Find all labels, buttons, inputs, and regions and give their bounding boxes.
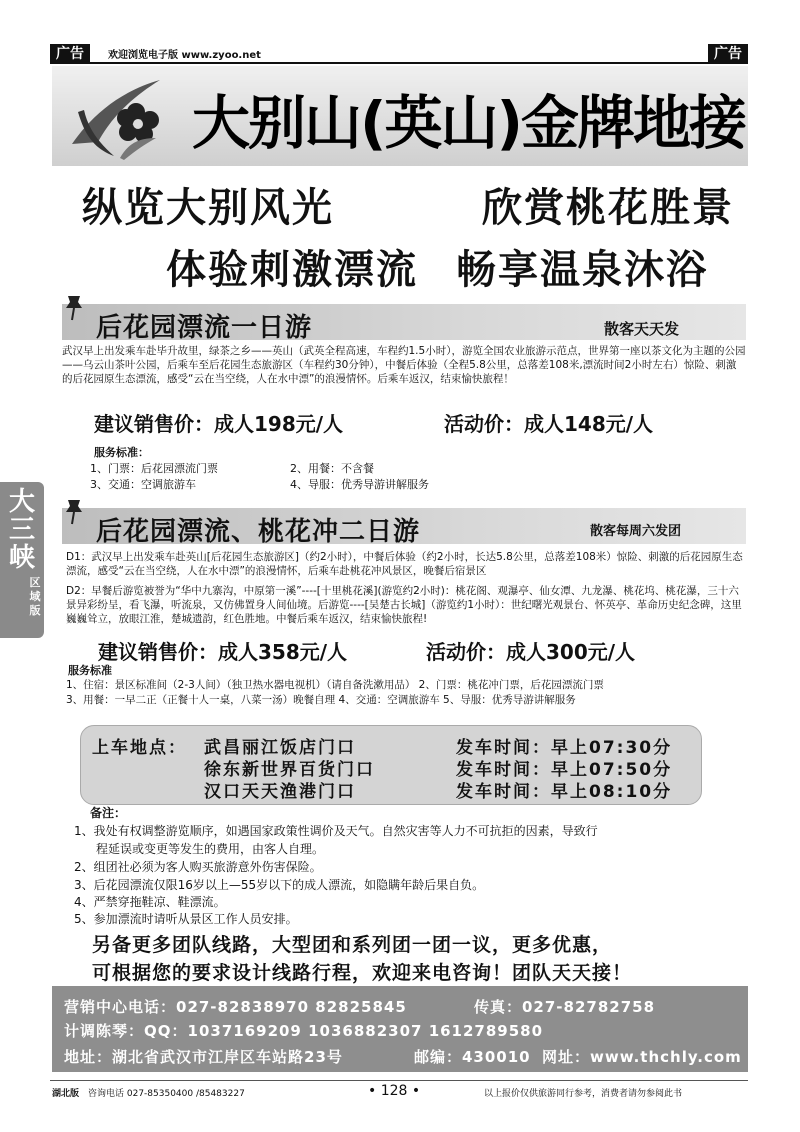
tour1-service-title: 服务标准： (94, 446, 149, 459)
tour2-tag: 散客每周六发团 (590, 524, 682, 539)
website: 网址：www.thchly.com (542, 1048, 742, 1066)
side-tab-title: 大三峡 (8, 487, 35, 573)
pickup-label: 上车地点： (92, 738, 187, 758)
note-3: 3、后花园漂流仅限16岁以上—55岁以下的成人漂流，如隐瞒年龄后果自负。 (74, 878, 485, 892)
note-2: 2、组团社必须为客人购买旅游意外伤害保险。 (74, 860, 322, 874)
tour2-day2: D2：早餐后游览被誉为“华中九寨沟，中原第一溪”----[十里桃花溪](游览约2小时)：桃花阁、观瀑亭、仙女潭、九龙瀑、桃花坞、桃花瀑，三十六景异彩纷呈，看飞瀑，听流泉，又仿佛置身人间仙境。后游览----[吴楚古长城]（游览约1小时）：世纪曙光观景台、怀英亭、革命历史纪念碑，这里巍巍耸立，放眼江淮，楚城遗韵，红色胜地。中餐后乘车返汉，结束愉快旅程! (66, 585, 742, 625)
ad-label-left: 广告 (50, 44, 90, 64)
tour1-service-4: 4、导服：优秀导游讲解服务 (290, 478, 429, 491)
note-4: 4、严禁穿拖鞋凉、鞋漂流。 (74, 895, 226, 909)
side-tab (0, 482, 44, 638)
marketing-phone: 营销中心电话：027-82838970 82825845 (64, 998, 407, 1016)
footer-disclaimer: 以上报价仅供旅游同行参考，消费者请勿参阅此书 (484, 1089, 683, 1099)
tour2-price: 建议销售价：成人358元/人 (98, 640, 348, 664)
pickup-time-2: 发车时间：早上07:50分 (456, 760, 673, 780)
dispatcher-qq: 计调陈琴：QQ：1037169209 1036882307 1612789580 (64, 1022, 544, 1040)
pushpin-icon (62, 496, 92, 526)
address: 地址：湖北省武汉市江岸区车站路23号 (64, 1048, 343, 1066)
tour2-service-2: 3、用餐：一早二正（正餐十人一桌，八菜一汤）晚餐自理 4、交通：空调旅游车 5、导服：优秀导游讲解服务 (66, 694, 576, 706)
cta-line-2: 可根据您的要求设计线路行程，欢迎来电咨询！团队天天接！ (92, 962, 633, 984)
pickup-place-1: 武昌丽江饭店门口 (204, 738, 356, 758)
tour1-price: 建议销售价：成人198元/人 (94, 412, 344, 436)
pushpin-icon (62, 292, 92, 322)
slogan-1: 纵览大别风光 (82, 184, 334, 231)
edition-label: 湖北版 (52, 1089, 80, 1099)
postcode: 邮编：430010 (414, 1048, 531, 1066)
site-text: 欢迎浏览电子版 www.zyoo.net (108, 50, 261, 61)
note-1-cont: 程延误或变更等发生的费用，由客人自理。 (96, 842, 325, 856)
slogan-4: 畅享温泉沐浴 (456, 246, 708, 293)
pickup-time-3: 发车时间：早上08:10分 (456, 782, 673, 802)
tour1-description: 武汉早上出发乘车赴毕升故里，绿茶之乡——英山（武英全程高速，车程约1.5小时），游览全国农业旅游示范点，世界第一座以茶文化为主题的公园——乌云山茶叶公园，后乘车至后花园生态旅游区（车程约30分钟），中餐后体验（全程5.8公里，总落差108米,漂流时间2小时左右）惊险、刺激的后花园原生态漂流，感受“云在当空绕，人在水中漂”的浪漫情怀。后乘车返汉，结束愉快旅程！ (62, 345, 746, 385)
tour2-service-1: 1、住宿：景区标准间（2-3人间）（独卫热水器电视机）（请自备洗漱用品） 2、门票：桃花冲门票，后花园漂流门票 (66, 679, 604, 691)
footer-phone: 咨询电话 027-85350400 /85483227 (88, 1089, 245, 1099)
flower-logo-icon (64, 72, 174, 162)
tour2-promo-price: 活动价：成人300元/人 (426, 640, 636, 664)
page-number: • 128 • (368, 1083, 421, 1099)
tour2-service-title: 服务标准 (68, 664, 112, 677)
cta-line-1: 另备更多团队线路，大型团和系列团一团一议，更多优惠， (92, 934, 613, 956)
pickup-place-3: 汉口天天渔港门口 (204, 782, 356, 802)
main-title: 大别山(英山)金牌地接 (192, 89, 746, 157)
note-5: 5、参加漂流时请听从景区工作人员安排。 (74, 912, 298, 926)
pickup-place-2: 徐东新世界百货门口 (204, 760, 375, 780)
footer-edition (52, 1086, 79, 1099)
tour1-service-3: 3、交通：空调旅游车 (90, 478, 196, 491)
footer-rule (50, 1080, 748, 1081)
fax: 传真：027-82782758 (474, 998, 656, 1016)
tour1-service-2: 2、用餐：不含餐 (290, 462, 374, 475)
pickup-time-1: 发车时间：早上07:30分 (456, 738, 673, 758)
tour2-title: 后花园漂流、桃花冲二日游 (96, 517, 421, 547)
slogan-2: 欣赏桃花胜景 (482, 184, 734, 231)
tour1-tag: 散客天天发 (604, 320, 680, 338)
ad-label-right: 广告 (708, 44, 748, 64)
note-1: 1、我处有权调整游览顺序，如遇国家政策性调价及天气。自然灾害等人力不可抗拒的因素，导致行 (74, 824, 598, 838)
tour1-title: 后花园漂流一日游 (96, 313, 313, 343)
notes-title: 备注： (90, 806, 127, 820)
tour2-day1: D1：武汉早上出发乘车赴英山[后花园生态旅游区]（约2小时），中餐后体验（约2小时，长达5.8公里，总落差108米）惊险、刺激的后花园原生态漂流，感受“云在当空绕，人在水中漂”的浪漫情怀，后乘车赴桃花冲风景区，晚餐后宿景区 (66, 551, 743, 577)
tour1-service-1: 1、门票：后花园漂流门票 (90, 462, 218, 475)
top-rule (50, 62, 748, 64)
side-tab-subtitle: 区域版 (29, 576, 41, 617)
slogan-3: 体验刺激漂流 (166, 246, 418, 293)
tour1-promo-price: 活动价：成人148元/人 (444, 412, 654, 436)
